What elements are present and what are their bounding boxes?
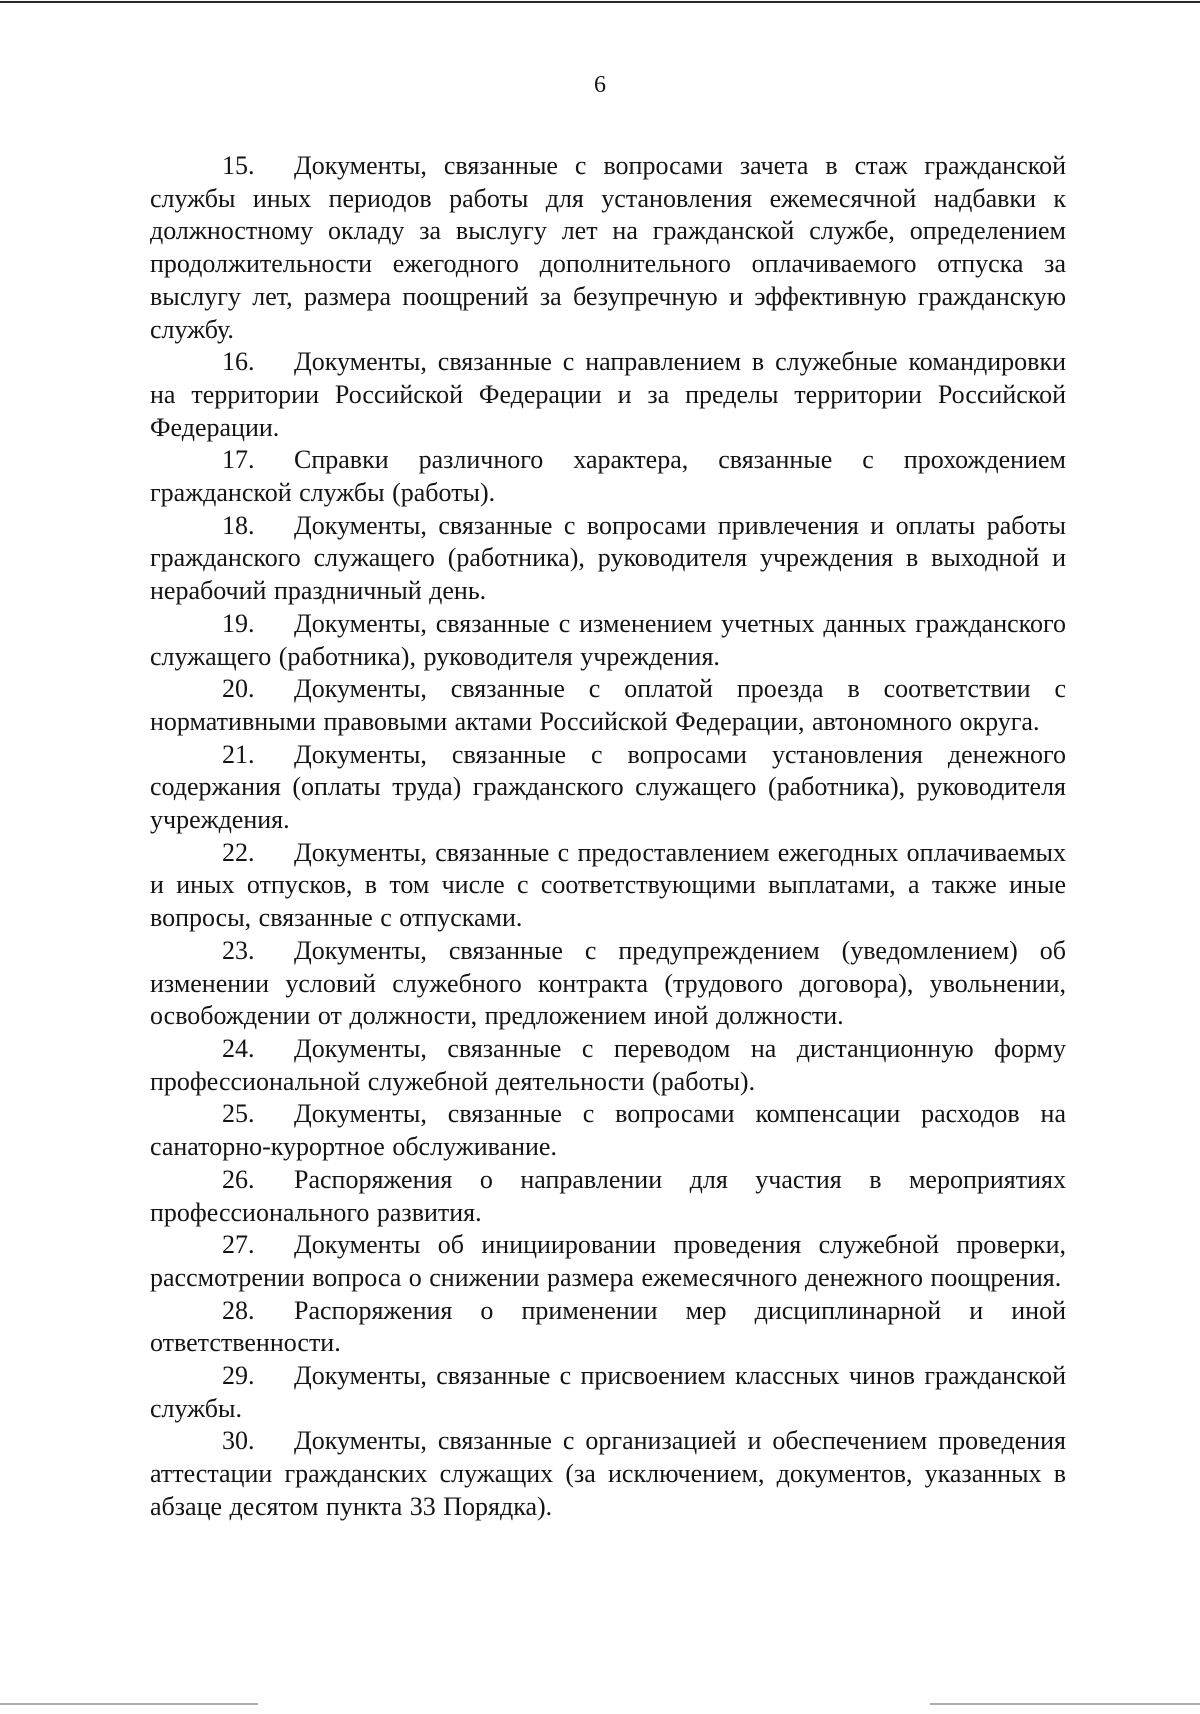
item-text: Документы, связанные с предупреждением (уведомлением) об изменении условий служебного контракта (трудового договора), увольнении, освобождении от должности, предложением иной должности.	[150, 935, 1066, 1031]
bottom-scan-artifact	[0, 1703, 258, 1705]
list-item-16	[150, 346, 1066, 444]
document-body	[150, 150, 1066, 1524]
item-number: 23.	[222, 935, 255, 965]
item-text: Документы, связанные с вопросами привлечения и оплаты работы гражданского служащего (работника), руководителя учреждения в выходной и нерабочий праздничный день.	[150, 510, 1066, 606]
item-number: 15.	[222, 151, 255, 180]
item-text: Справки различного характера, связанные с прохождением гражданской службы (работы).	[150, 445, 1066, 508]
item-text: Распоряжения о направлении для участия в мероприятиях профессионального развития.	[150, 1164, 1066, 1227]
list-item-26	[150, 1164, 1066, 1229]
item-number: 20.	[222, 674, 255, 704]
item-number: 17.	[222, 445, 255, 475]
list-item-20	[150, 673, 1066, 738]
item-text: Документы, связанные с вопросами компенсации расходов на санаторно-курортное обслуживание.	[150, 1099, 1066, 1162]
item-text: Документы, связанные с оплатой проезда в соответствии с нормативными правовыми актами Российской Федерации, автономного округа.	[150, 674, 1066, 736]
item-number: 21.	[222, 739, 255, 769]
list-item-29	[150, 1360, 1066, 1425]
item-number: 16.	[222, 347, 255, 377]
item-text: Документы, связанные с переводом на дистанционную форму профессиональной служебной деятельности (работы).	[150, 1033, 1066, 1096]
list-item-19	[150, 608, 1066, 673]
list-item-24	[150, 1033, 1066, 1098]
list-item-18	[150, 510, 1066, 608]
page-number: 6	[594, 72, 606, 98]
top-scan-border	[0, 1, 1200, 3]
item-text: Документы, связанные с предоставлением ежегодных оплачиваемых и иных отпусков, в том числе с соответствующими выплатами, а также иные вопросы, связанные с отпусками.	[150, 837, 1066, 933]
item-text: Документы, связанные с направлением в служебные командировки на территории Российской Федерации и за пределы территории Российской Федерации.	[150, 347, 1066, 442]
item-number: 28.	[222, 1295, 255, 1325]
list-item-23	[150, 935, 1066, 1033]
item-text: Документы об инициировании проведения служебной проверки, рассмотрении вопроса о снижении размера ежемесячного денежного поощрения.	[150, 1230, 1066, 1292]
item-text: Документы, связанные с вопросами зачета в стаж гражданской службы иных периодов работы для установления ежемесячной надбавки к должностному окладу за выслугу лет на гражданской службе, определением продолжительности ежегодного дополнительного оплачиваемого отпуска за выслугу лет, размера поощрений за безупречную и эффективную гражданскую службу.	[150, 151, 1066, 344]
list-item-30	[150, 1425, 1066, 1523]
item-text: Документы, связанные с организацией и обеспечением проведения аттестации гражданских служащих (за исключением, документов, указанных в абзаце десятом пункта 33 Порядка).	[150, 1426, 1066, 1521]
item-number: 30.	[222, 1426, 255, 1456]
list-item-28	[150, 1295, 1066, 1360]
item-number: 22.	[222, 837, 255, 867]
item-number: 25.	[222, 1099, 255, 1129]
list-item-15	[150, 150, 1066, 346]
item-number: 19.	[222, 608, 255, 638]
bottom-scan-artifact	[930, 1703, 1200, 1705]
list-item-27	[150, 1229, 1066, 1294]
list-item-21	[150, 739, 1066, 837]
item-number: 29.	[222, 1361, 255, 1391]
list-item-25	[150, 1098, 1066, 1163]
item-number: 24.	[222, 1033, 255, 1063]
item-text: Документы, связанные с изменением учетных данных гражданского служащего (работника), руководителя учреждения.	[150, 608, 1066, 671]
item-text: Распоряжения о применении мер дисциплинарной и иной ответственности.	[150, 1295, 1066, 1358]
list-item-17	[150, 444, 1066, 509]
item-text: Документы, связанные с присвоением классных чинов гражданской службы.	[150, 1361, 1066, 1423]
item-text: Документы, связанные с вопросами установления денежного содержания (оплаты труда) гражданского служащего (работника), руководителя учреждения.	[150, 739, 1066, 835]
list-item-22	[150, 837, 1066, 935]
item-number: 18.	[222, 510, 255, 540]
item-number: 27.	[222, 1230, 255, 1260]
item-number: 26.	[222, 1164, 255, 1194]
